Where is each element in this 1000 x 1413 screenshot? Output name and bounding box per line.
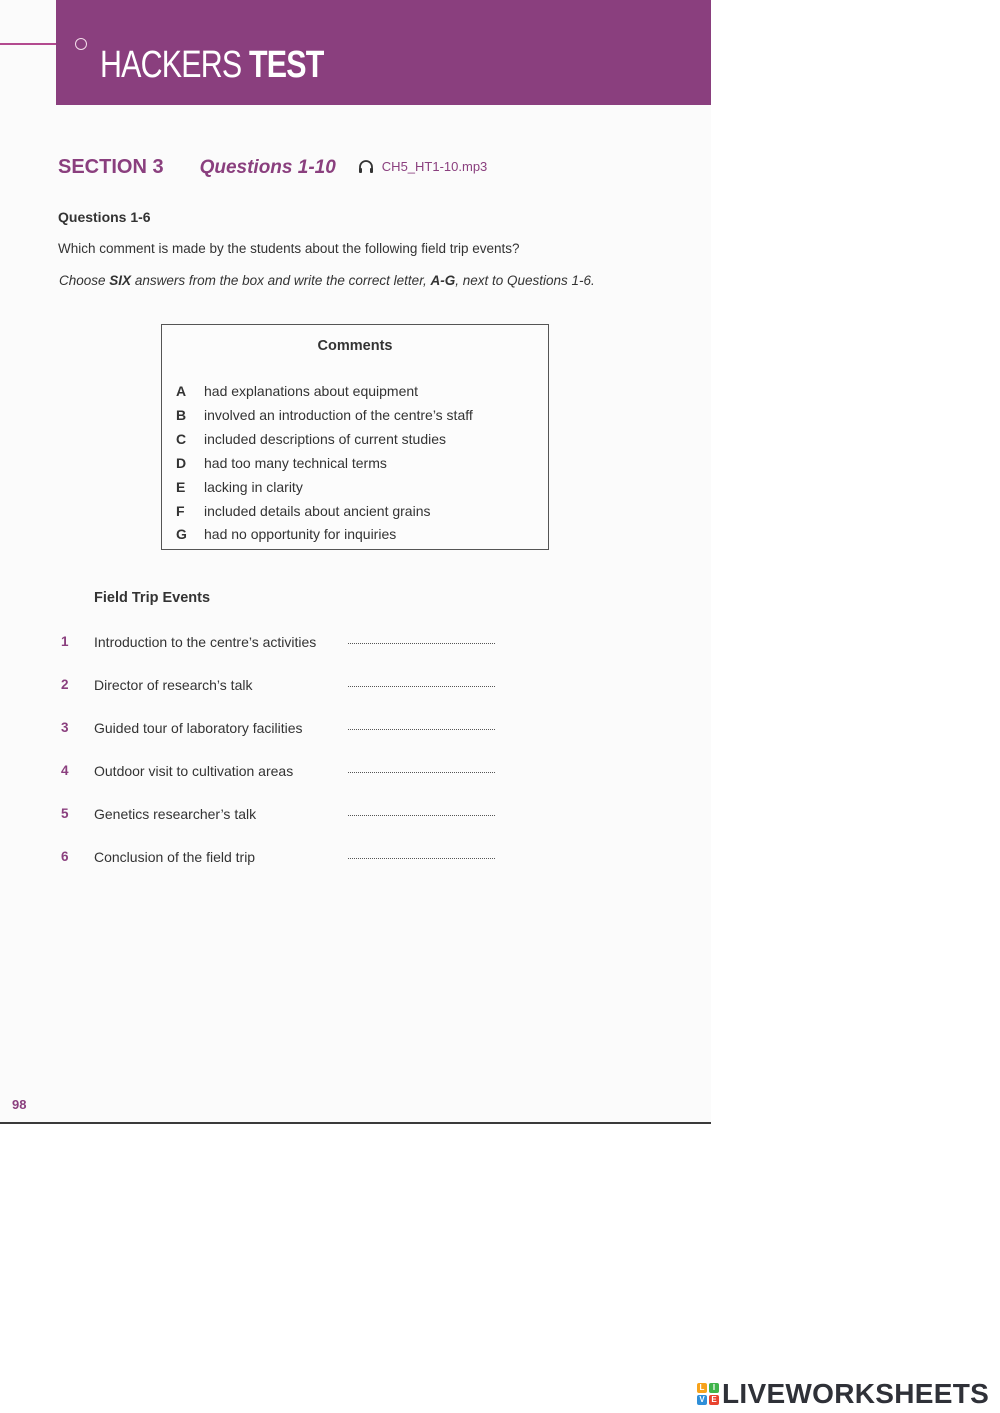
event-text: Conclusion of the field trip: [94, 849, 256, 865]
comment-text: involved an introduction of the centre’s staff: [204, 407, 473, 423]
choose-instruction: [59, 273, 595, 288]
comment-text: had no opportunity for inquiries: [204, 526, 397, 542]
section-header: [58, 156, 487, 179]
choose-part1: Choose: [59, 273, 110, 288]
event-text: Director of research’s talk: [94, 677, 253, 693]
answer-blank-4[interactable]: [348, 772, 495, 773]
section-questions-range: Questions 1-10: [199, 157, 336, 178]
choose-part2: answers from the box and write the correct letter,: [131, 273, 431, 288]
comment-letter: G: [176, 526, 187, 542]
comments-box: [161, 324, 549, 550]
comment-text: included details about ancient grains: [204, 503, 431, 519]
instruction-text: Which comment is made by the students about the following field trip events?: [58, 241, 520, 256]
event-text: Genetics researcher’s talk: [94, 806, 257, 822]
comment-text: had too many technical terms: [204, 455, 387, 471]
logo-tile: V: [697, 1395, 707, 1405]
choose-range: A-G: [430, 273, 456, 288]
comment-option-c: [176, 431, 446, 447]
event-number: 3: [61, 720, 69, 735]
choose-six: SIX: [109, 273, 132, 288]
audio-file-name: CH5_HT1-10.mp3: [381, 159, 488, 174]
headphones-icon: [358, 160, 374, 173]
comment-letter: D: [176, 455, 187, 471]
choose-part3: , next to Questions 1-6.: [455, 273, 595, 288]
comment-option-b: [176, 407, 473, 423]
event-number: 1: [61, 634, 69, 649]
answer-blank-2[interactable]: [348, 686, 495, 687]
banner-title: [100, 44, 324, 87]
comment-letter: F: [176, 503, 185, 519]
liveworksheets-brand: [697, 1378, 989, 1410]
banner-title-light: HACKERS: [100, 44, 242, 86]
comment-letter: C: [176, 431, 187, 447]
logo-tile: I: [709, 1383, 719, 1393]
comment-option-a: [176, 383, 418, 399]
comment-option-f: [176, 503, 431, 519]
answer-blank-1[interactable]: [348, 643, 495, 644]
comment-option-e: [176, 479, 303, 495]
answer-blank-3[interactable]: [348, 729, 495, 730]
event-number: 5: [61, 806, 69, 821]
comment-text: lacking in clarity: [204, 479, 303, 495]
banner-title-bold: TEST: [249, 44, 324, 86]
comments-title: Comments: [317, 338, 393, 354]
liveworksheets-logo-icon: [697, 1383, 719, 1405]
event-number: 6: [61, 849, 69, 864]
audio-reference: [358, 159, 488, 174]
questions-heading: Questions 1-6: [58, 209, 151, 225]
event-number: 2: [61, 677, 69, 692]
comment-letter: A: [176, 383, 187, 399]
comment-letter: E: [176, 479, 186, 495]
comment-letter: B: [176, 407, 187, 423]
comment-option-g: [176, 526, 396, 542]
logo-tile: L: [697, 1383, 707, 1393]
comment-text: included descriptions of current studies: [204, 431, 447, 447]
page-number: 98: [12, 1097, 27, 1112]
event-text: Guided tour of laboratory facilities: [94, 720, 303, 736]
circle-icon: [75, 38, 87, 50]
logo-tile: E: [709, 1395, 719, 1405]
brand-text: LIVEWORKSHEETS: [722, 1378, 990, 1409]
event-text: Introduction to the centre’s activities: [94, 634, 317, 650]
header-banner: [56, 0, 711, 105]
comment-text: had explanations about equipment: [204, 383, 419, 399]
comment-option-d: [176, 455, 387, 471]
section-label: SECTION 3: [58, 156, 164, 178]
answer-blank-5[interactable]: [348, 815, 495, 816]
field-trip-events-heading: Field Trip Events: [94, 590, 211, 606]
answer-blank-6[interactable]: [348, 858, 495, 859]
event-text: Outdoor visit to cultivation areas: [94, 763, 294, 779]
event-number: 4: [61, 763, 69, 778]
banner-accent-line: [0, 43, 56, 45]
